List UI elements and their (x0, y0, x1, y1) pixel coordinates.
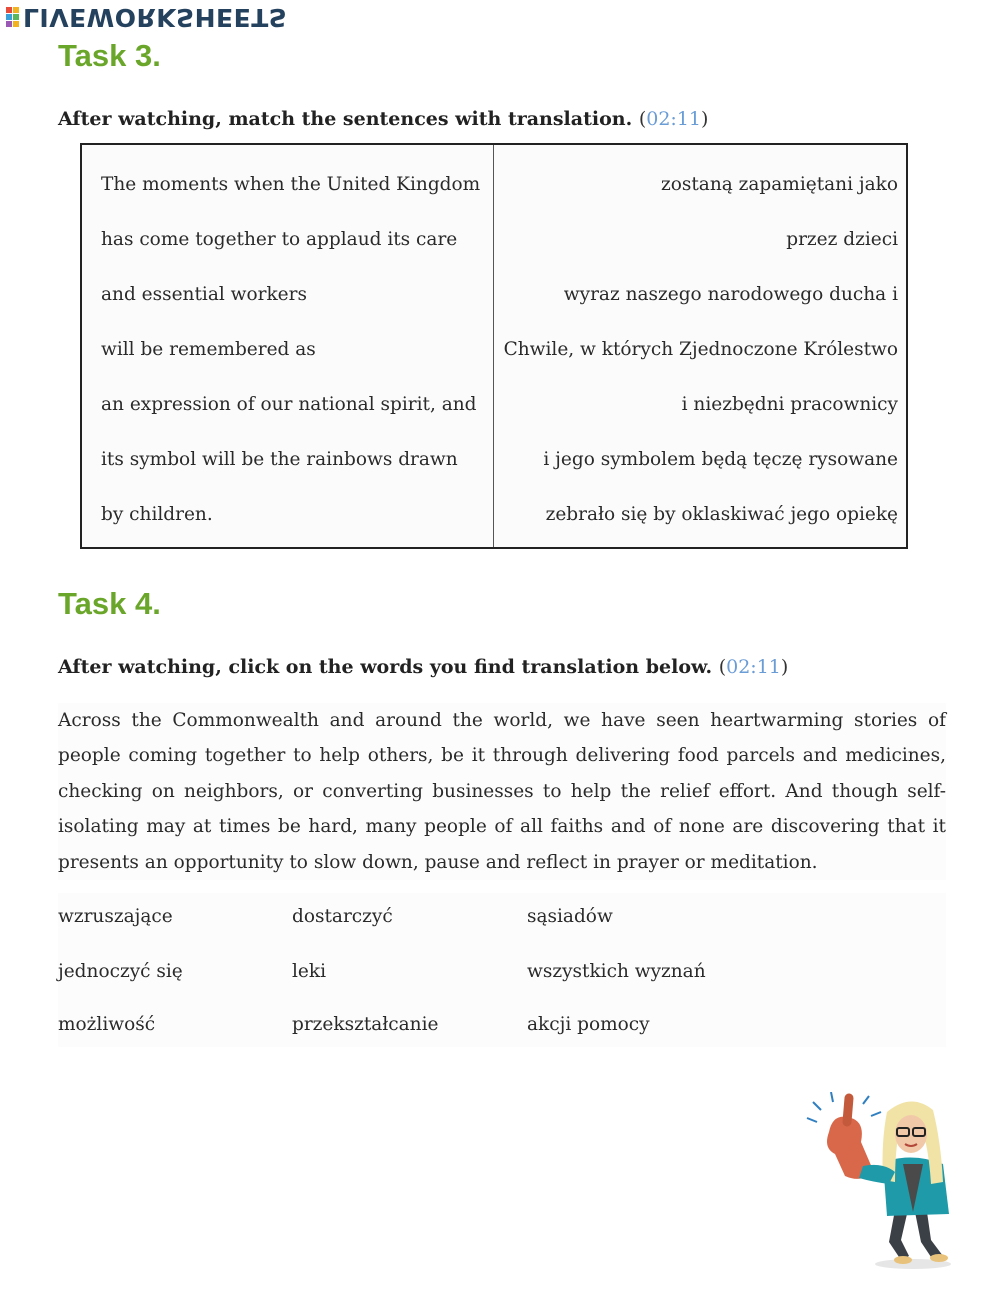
word-item[interactable]: przekształcanie (292, 1014, 439, 1035)
liveworksheets-logo (6, 4, 287, 30)
word-item[interactable]: jednoczyć się (58, 961, 183, 982)
task4-time-link[interactable]: 02:11 (726, 656, 781, 678)
word-item[interactable]: wszystkich wyznań (527, 961, 706, 982)
word-row (58, 961, 946, 991)
matching-table (80, 143, 908, 549)
word-item[interactable]: leki (292, 961, 326, 982)
word-item[interactable]: sąsiadów (527, 906, 613, 927)
matching-right-column (494, 145, 906, 547)
word-item[interactable]: możliwość (58, 1014, 156, 1035)
task3-timestamp: (02:11) (638, 108, 709, 130)
reading-paragraph[interactable]: Across the Commonwealth and around the world, we have seen heartwarming stories of people coming together to help others, be it through delivering food parcels and medicines, checking on neighbors, or converting businesses to help the relief effort. And though self-isolating may at times be hard, many people of all faiths and of none are discovering that it presents an opportunity to slow down, pause and reflect in prayer or meditation. (58, 703, 946, 880)
match-left-item[interactable]: will be remembered as (101, 339, 316, 360)
match-left-item[interactable]: its symbol will be the rainbows drawn (101, 449, 458, 470)
task4-instruction-text: After watching, click on the words you find translation below. (58, 656, 713, 678)
task4-timestamp: (02:11) (718, 656, 789, 678)
task3-title: Task 3. (58, 38, 161, 73)
match-left-item[interactable]: an expression of our national spirit, and (101, 394, 477, 415)
word-item[interactable]: wzruszające (58, 906, 173, 927)
match-right-item[interactable]: przez dzieci (786, 229, 898, 250)
word-row (58, 906, 946, 936)
word-item[interactable]: akcji pomocy (527, 1014, 650, 1035)
match-left-item[interactable]: by children. (101, 504, 213, 525)
match-right-item[interactable]: i jego symbolem będą tęczę rysowane (543, 449, 898, 470)
match-left-item[interactable]: The moments when the United Kingdom (101, 174, 481, 195)
match-right-item[interactable]: wyraz naszego narodowego ducha i (563, 284, 898, 305)
word-row (58, 1014, 946, 1044)
match-right-item[interactable]: zebrało się by oklaskiwać jego opiekę (545, 504, 898, 525)
matching-left-column (82, 145, 494, 547)
bitmoji-thumbs-up-icon (803, 1092, 953, 1270)
match-left-item[interactable]: has come together to applaud its care (101, 229, 458, 250)
logo-blocks-icon (6, 7, 19, 27)
logo-text: LIVEWORKSHEETS (23, 2, 288, 32)
word-bank (58, 893, 946, 1047)
match-right-item[interactable]: Chwile, w których Zjednoczone Królestwo (503, 339, 898, 360)
task4-instruction (58, 656, 788, 678)
match-right-item[interactable]: i niezbędni pracownicy (681, 394, 898, 415)
match-left-item[interactable]: and essential workers (101, 284, 307, 305)
match-right-item[interactable]: zostaną zapamiętani jako (660, 174, 898, 195)
task3-instruction-text: After watching, match the sentences with translation. (58, 108, 633, 130)
task4-title: Task 4. (58, 586, 161, 621)
task3-time-link[interactable]: 02:11 (646, 108, 701, 130)
word-item[interactable]: dostarczyć (292, 906, 393, 927)
task3-instruction (58, 108, 708, 130)
